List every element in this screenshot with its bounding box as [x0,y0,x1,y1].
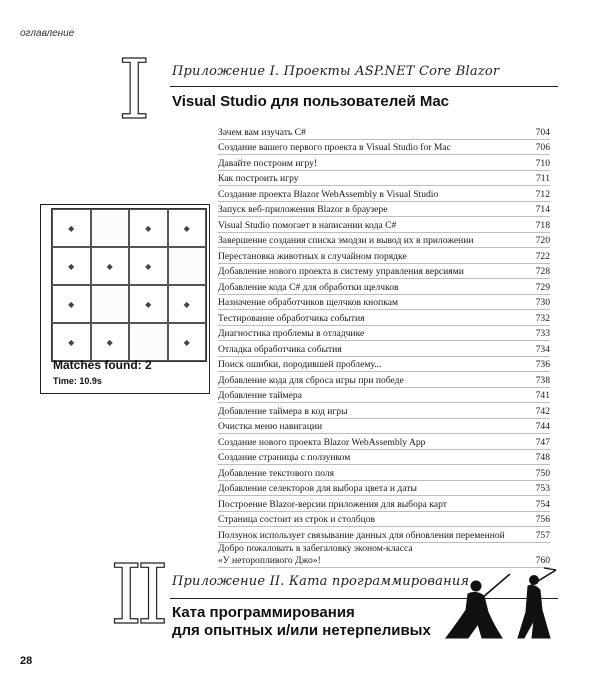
toc-entry-title: Добро пожаловать в забегаловку эконом-класса «У неторопливого Джо»! [218,542,413,566]
toc-entry-page: 748 [535,452,550,463]
animal-card-icon: ◆ [129,285,168,323]
toc-entry-title: Создание вашего первого проекта в Visual Studio for Mac [218,142,451,153]
toc-entry-title: Поиск ошибки, породившей проблему... [218,359,382,370]
animal-card-icon: ◆ [52,285,91,323]
toc-entry [218,372,550,388]
empty-card [91,209,130,247]
toc-entry [218,388,550,404]
toc-entry-title: Отладка обработчика события [218,343,342,355]
animal-card-icon: ◆ [91,323,130,361]
toc-entry-page: 728 [535,266,550,277]
appendix-1-rule [170,86,558,87]
toc-entry-page: 754 [535,498,550,510]
game-timer-label: Time: 10.9s [53,376,102,386]
toc-entry-page: 714 [535,204,550,215]
samurai-illustration [438,566,562,642]
memory-game-screenshot [40,204,210,394]
toc-entry-page: 747 [535,436,550,448]
toc-entry [218,202,550,218]
toc-entry [218,341,550,357]
page-number: 28 [20,655,33,667]
toc-entry-title: Добавление кода для сброса игры при победе [218,374,404,386]
empty-card [168,247,207,285]
toc-entry-page: 733 [535,328,550,339]
toc-entry-title: Добавление селекторов для выбора цвета и даты [218,483,417,494]
toc-entry [218,326,550,342]
toc-entry-title: Страница состоит из строк и столбцов [218,514,376,525]
toc-entry [218,434,550,450]
toc-entry-title: Назначение обработчиков щелчков кнопкам [218,297,399,308]
toc-entry [218,155,550,171]
toc-entry [218,186,550,202]
toc-entry-page: 742 [535,405,550,417]
animal-card-icon: ◆ [91,247,130,285]
toc-entry [218,357,550,373]
toc-entry [218,217,550,233]
toc-entry [218,140,550,156]
toc-entry-title: Давайте построим игру! [218,157,318,169]
appendix-2-title: Приложение II. Ката программирования [172,574,470,589]
toc-entry-title: Visual Studio помогает в написании кода C# [218,219,397,231]
toc-entry [218,512,550,528]
appendix-2-chapter-title [172,604,472,640]
animal-card-icon: ◆ [52,247,91,285]
toc-entry-page: 744 [535,421,550,432]
toc-entry-title: Ползунок использует связывание данных для обновления переменной [218,529,505,541]
toc-entry-page: 704 [535,126,550,138]
toc-entry [218,481,550,497]
toc-entry-title: Как построить игру [218,173,299,184]
animal-card-icon: ◆ [129,247,168,285]
toc-entry [218,496,550,512]
toc-entry [218,295,550,311]
toc-entry [218,310,550,326]
toc-entry-page: 756 [535,514,550,525]
toc-entry-page: 736 [535,359,550,370]
toc-entry [218,124,550,140]
toc-entry-title: Завершение создания списка эмодзи и вывод их в приложении [218,235,474,246]
toc-entry-title: Диагностика проблемы в отладчике [218,328,365,339]
toc-entry-page: 757 [535,529,550,541]
toc-entry-page: 730 [535,297,550,308]
toc-entry [218,543,550,568]
toc-entry [218,419,550,435]
empty-card [91,285,130,323]
toc-entry-page: 710 [535,157,550,169]
toc-entry-title: Зачем вам изучать C# [218,126,306,138]
toc-entry-page: 720 [535,235,550,246]
toc-entry-page: 750 [535,467,550,479]
toc-entry-page: 753 [535,483,550,494]
toc-entry-title: Создание нового проекта Blazor WebAssembly App [218,436,426,448]
matches-found-label: Matches found: 2 [53,358,152,372]
toc-entry-title: Построение Blazor-версии приложения для выбора карт [218,498,447,510]
toc-entry [218,450,550,466]
toc-entry-page: 729 [535,281,550,293]
table-of-contents [218,124,550,568]
toc-entry-page: 722 [535,250,550,262]
toc-entry [218,264,550,280]
toc-entry-page: 734 [535,343,550,355]
appendix-2-numeral: II [110,548,163,643]
animal-card-icon: ◆ [168,209,207,247]
appendix-1-numeral: I [118,43,145,138]
appendix-1-chapter-title: Visual Studio для пользователей Mac [172,93,450,110]
toc-entry-title: Добавление кода C# для обработки щелчков [218,281,399,293]
appendix-2-chapter-title-line1: Ката программирования [172,604,355,621]
toc-entry [218,279,550,295]
animal-card-icon: ◆ [52,323,91,361]
toc-entry-page: 712 [535,188,550,200]
toc-entry-title: Добавление текстового поля [218,467,335,479]
toc-entry-page: 741 [535,390,550,401]
toc-entry [218,527,550,543]
toc-entry-title: Перестановка животных в случайном порядке [218,250,407,262]
toc-entry-page: 706 [535,142,550,153]
toc-entry-page: 718 [535,219,550,231]
toc-entry-title: Очистка меню навигации [218,421,323,432]
empty-card [129,323,168,361]
toc-entry-title: Тестирование обработчика события [218,312,365,324]
toc-entry [218,248,550,264]
toc-entry-title: Создание страницы с ползунком [218,452,351,463]
toc-entry [218,233,550,249]
toc-entry [218,171,550,187]
toc-entry-title: Добавление таймера в код игры [218,405,348,417]
toc-entry-page: 760 [535,554,550,566]
appendix-1-title: Приложение I. Проекты ASP.NET Core Blazor [172,64,500,79]
animal-card-icon: ◆ [168,285,207,323]
appendix-2-chapter-title-line2: для опытных и/или нетерпеливых [172,622,431,639]
toc-entry [218,465,550,481]
running-header: оглавление [20,28,75,39]
toc-entry-title: Запуск веб-приложения Blazor в браузере [218,204,388,215]
game-grid [51,208,207,362]
toc-entry [218,403,550,419]
toc-entry-page: 738 [535,374,550,386]
toc-entry-page: 732 [535,312,550,324]
animal-card-icon: ◆ [129,209,168,247]
toc-entry-title: Добавление нового проекта в систему управления версиями [218,266,464,277]
toc-entry-title: Создание проекта Blazor WebAssembly в Visual Studio [218,188,439,200]
toc-entry-title: Добавление таймера [218,390,302,401]
animal-card-icon: ◆ [52,209,91,247]
toc-entry-page: 711 [535,173,550,184]
animal-card-icon: ◆ [168,323,207,361]
